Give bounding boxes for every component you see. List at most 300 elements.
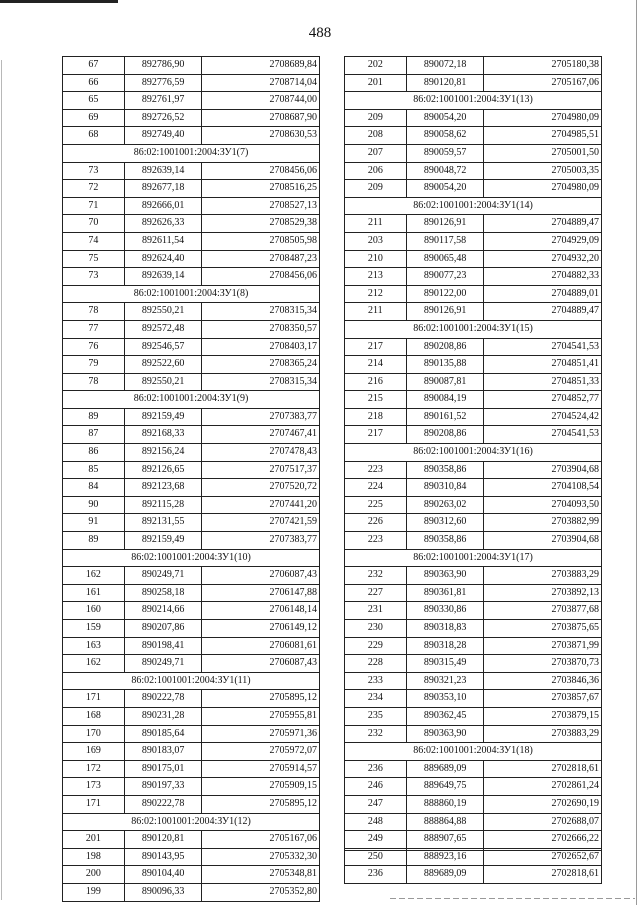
y-coordinate-cell: 2708689,84 bbox=[202, 57, 320, 75]
table-row bbox=[63, 514, 320, 532]
x-coordinate-cell: 890315,49 bbox=[406, 655, 484, 673]
y-coordinate-cell: 2707520,72 bbox=[202, 479, 320, 497]
table-row bbox=[63, 303, 320, 321]
point-number-cell: 226 bbox=[345, 514, 407, 532]
y-coordinate-cell: 2703904,68 bbox=[484, 532, 602, 550]
point-number-cell: 198 bbox=[63, 848, 125, 866]
x-coordinate-cell: 888923,16 bbox=[406, 848, 484, 866]
table-row bbox=[345, 303, 602, 321]
table-row bbox=[345, 127, 602, 145]
table-row bbox=[63, 795, 320, 813]
table-row bbox=[345, 109, 602, 127]
table-row bbox=[63, 180, 320, 198]
x-coordinate-cell: 890065,48 bbox=[406, 250, 484, 268]
y-coordinate-cell: 2708456,06 bbox=[202, 162, 320, 180]
x-coordinate-cell: 890363,90 bbox=[406, 567, 484, 585]
table-row bbox=[345, 162, 602, 180]
y-coordinate-cell: 2704889,47 bbox=[484, 303, 602, 321]
y-coordinate-cell: 2708456,06 bbox=[202, 268, 320, 286]
parcel-header: 86:02:1001001:2004:ЗУ1(10) bbox=[63, 549, 320, 567]
table-row bbox=[63, 373, 320, 391]
point-number-cell: 86 bbox=[63, 444, 125, 462]
table-row bbox=[63, 250, 320, 268]
x-coordinate-cell: 892624,40 bbox=[124, 250, 202, 268]
table-row bbox=[63, 408, 320, 426]
point-number-cell: 210 bbox=[345, 250, 407, 268]
parcel-header-row bbox=[345, 444, 602, 462]
table-row bbox=[63, 883, 320, 901]
x-coordinate-cell: 892550,21 bbox=[124, 303, 202, 321]
x-coordinate-cell: 890122,00 bbox=[406, 285, 484, 303]
x-coordinate-cell: 890263,02 bbox=[406, 496, 484, 514]
point-number-cell: 247 bbox=[345, 795, 407, 813]
point-number-cell: 85 bbox=[63, 461, 125, 479]
x-coordinate-cell: 892159,49 bbox=[124, 408, 202, 426]
y-coordinate-cell: 2704541,53 bbox=[484, 426, 602, 444]
y-coordinate-cell: 2703857,67 bbox=[484, 690, 602, 708]
x-coordinate-cell: 890361,81 bbox=[406, 584, 484, 602]
x-coordinate-cell: 888864,88 bbox=[406, 813, 484, 831]
x-coordinate-cell: 888860,19 bbox=[406, 795, 484, 813]
point-number-cell: 160 bbox=[63, 602, 125, 620]
point-number-cell: 78 bbox=[63, 373, 125, 391]
table-row bbox=[345, 391, 602, 409]
point-number-cell: 171 bbox=[63, 690, 125, 708]
table-row bbox=[345, 602, 602, 620]
y-coordinate-cell: 2702861,24 bbox=[484, 778, 602, 796]
y-coordinate-cell: 2706087,43 bbox=[202, 655, 320, 673]
y-coordinate-cell: 2704541,53 bbox=[484, 338, 602, 356]
y-coordinate-cell: 2704852,77 bbox=[484, 391, 602, 409]
x-coordinate-cell: 892123,68 bbox=[124, 479, 202, 497]
y-coordinate-cell: 2703846,36 bbox=[484, 672, 602, 690]
point-number-cell: 169 bbox=[63, 743, 125, 761]
y-coordinate-cell: 2705332,30 bbox=[202, 848, 320, 866]
point-number-cell: 76 bbox=[63, 338, 125, 356]
table-row bbox=[63, 620, 320, 638]
point-number-cell: 234 bbox=[345, 690, 407, 708]
y-coordinate-cell: 2703904,68 bbox=[484, 461, 602, 479]
table-row bbox=[345, 778, 602, 796]
table-row bbox=[345, 831, 602, 849]
table-row bbox=[345, 232, 602, 250]
y-coordinate-cell: 2703877,68 bbox=[484, 602, 602, 620]
y-coordinate-cell: 2702666,22 bbox=[484, 831, 602, 849]
table-row bbox=[63, 197, 320, 215]
x-coordinate-cell: 890058,62 bbox=[406, 127, 484, 145]
x-coordinate-cell: 892749,40 bbox=[124, 127, 202, 145]
point-number-cell: 84 bbox=[63, 479, 125, 497]
x-coordinate-cell: 890310,84 bbox=[406, 479, 484, 497]
table-row bbox=[345, 479, 602, 497]
x-coordinate-cell: 890358,86 bbox=[406, 532, 484, 550]
x-coordinate-cell: 890353,10 bbox=[406, 690, 484, 708]
point-number-cell: 212 bbox=[345, 285, 407, 303]
x-coordinate-cell: 890208,86 bbox=[406, 338, 484, 356]
point-number-cell: 209 bbox=[345, 180, 407, 198]
point-number-cell: 209 bbox=[345, 109, 407, 127]
point-number-cell: 163 bbox=[63, 637, 125, 655]
y-coordinate-cell: 2702688,07 bbox=[484, 813, 602, 831]
parcel-header: 86:02:1001001:2004:ЗУ1(15) bbox=[345, 320, 602, 338]
table-row bbox=[345, 268, 602, 286]
table-row bbox=[345, 637, 602, 655]
x-coordinate-cell: 890084,19 bbox=[406, 391, 484, 409]
parcel-header: 86:02:1001001:2004:ЗУ1(11) bbox=[63, 672, 320, 690]
table-row bbox=[63, 707, 320, 725]
point-number-cell: 215 bbox=[345, 391, 407, 409]
y-coordinate-cell: 2705003,35 bbox=[484, 162, 602, 180]
point-number-cell: 225 bbox=[345, 496, 407, 514]
table-row bbox=[63, 532, 320, 550]
point-number-cell: 228 bbox=[345, 655, 407, 673]
x-coordinate-cell: 890161,52 bbox=[406, 408, 484, 426]
y-coordinate-cell: 2704093,50 bbox=[484, 496, 602, 514]
table-row bbox=[63, 602, 320, 620]
x-coordinate-cell: 890208,86 bbox=[406, 426, 484, 444]
parcel-header: 86:02:1001001:2004:ЗУ1(18) bbox=[345, 743, 602, 761]
x-coordinate-cell: 892626,33 bbox=[124, 215, 202, 233]
x-coordinate-cell: 890059,57 bbox=[406, 144, 484, 162]
point-number-cell: 79 bbox=[63, 356, 125, 374]
x-coordinate-cell: 890135,88 bbox=[406, 356, 484, 374]
table-row bbox=[345, 338, 602, 356]
point-number-cell: 229 bbox=[345, 637, 407, 655]
y-coordinate-cell: 2708714,04 bbox=[202, 74, 320, 92]
parcel-header-row bbox=[63, 144, 320, 162]
point-number-cell: 91 bbox=[63, 514, 125, 532]
x-coordinate-cell: 888907,65 bbox=[406, 831, 484, 849]
y-coordinate-cell: 2705971,36 bbox=[202, 725, 320, 743]
x-coordinate-cell: 890126,91 bbox=[406, 215, 484, 233]
point-number-cell: 89 bbox=[63, 408, 125, 426]
point-number-cell: 173 bbox=[63, 778, 125, 796]
point-number-cell: 67 bbox=[63, 57, 125, 75]
y-coordinate-cell: 2703883,29 bbox=[484, 567, 602, 585]
x-coordinate-cell: 892546,57 bbox=[124, 338, 202, 356]
point-number-cell: 70 bbox=[63, 215, 125, 233]
table-row bbox=[63, 461, 320, 479]
table-row bbox=[345, 74, 602, 92]
x-coordinate-cell: 890318,83 bbox=[406, 620, 484, 638]
point-number-cell: 77 bbox=[63, 320, 125, 338]
scan-edge-left bbox=[1, 60, 2, 900]
parcel-header: 86:02:1001001:2004:ЗУ1(7) bbox=[63, 144, 320, 162]
parcel-header-row bbox=[345, 197, 602, 215]
table-row bbox=[345, 813, 602, 831]
x-coordinate-cell: 890312,60 bbox=[406, 514, 484, 532]
x-coordinate-cell: 890077,23 bbox=[406, 268, 484, 286]
x-coordinate-cell: 890143,95 bbox=[124, 848, 202, 866]
scan-edge-bottom bbox=[390, 898, 635, 899]
x-coordinate-cell: 890214,66 bbox=[124, 602, 202, 620]
table-row bbox=[63, 268, 320, 286]
point-number-cell: 69 bbox=[63, 109, 125, 127]
table-row bbox=[345, 514, 602, 532]
point-number-cell: 171 bbox=[63, 795, 125, 813]
parcel-header: 86:02:1001001:2004:ЗУ1(9) bbox=[63, 391, 320, 409]
y-coordinate-cell: 2708315,34 bbox=[202, 303, 320, 321]
table-row bbox=[63, 215, 320, 233]
x-coordinate-cell: 890258,18 bbox=[124, 584, 202, 602]
point-number-cell: 235 bbox=[345, 707, 407, 725]
y-coordinate-cell: 2704980,09 bbox=[484, 109, 602, 127]
parcel-header-row bbox=[63, 391, 320, 409]
y-coordinate-cell: 2705972,07 bbox=[202, 743, 320, 761]
point-number-cell: 213 bbox=[345, 268, 407, 286]
point-number-cell: 66 bbox=[63, 74, 125, 92]
point-number-cell: 168 bbox=[63, 707, 125, 725]
x-coordinate-cell: 892786,90 bbox=[124, 57, 202, 75]
table-row bbox=[63, 637, 320, 655]
point-number-cell: 201 bbox=[63, 831, 125, 849]
coordinates-table-left bbox=[62, 56, 320, 902]
x-coordinate-cell: 889689,09 bbox=[406, 866, 484, 884]
y-coordinate-cell: 2703879,15 bbox=[484, 707, 602, 725]
x-coordinate-cell: 892522,60 bbox=[124, 356, 202, 374]
x-coordinate-cell: 890117,58 bbox=[406, 232, 484, 250]
y-coordinate-cell: 2708527,13 bbox=[202, 197, 320, 215]
point-number-cell: 203 bbox=[345, 232, 407, 250]
point-number-cell: 161 bbox=[63, 584, 125, 602]
y-coordinate-cell: 2702818,61 bbox=[484, 866, 602, 884]
x-coordinate-cell: 892115,28 bbox=[124, 496, 202, 514]
point-number-cell: 246 bbox=[345, 778, 407, 796]
y-coordinate-cell: 2708687,90 bbox=[202, 109, 320, 127]
y-coordinate-cell: 2703882,99 bbox=[484, 514, 602, 532]
point-number-cell: 227 bbox=[345, 584, 407, 602]
table-end-rule bbox=[344, 850, 602, 851]
y-coordinate-cell: 2705352,80 bbox=[202, 883, 320, 901]
x-coordinate-cell: 890096,33 bbox=[124, 883, 202, 901]
parcel-header: 86:02:1001001:2004:ЗУ1(13) bbox=[345, 92, 602, 110]
y-coordinate-cell: 2703875,65 bbox=[484, 620, 602, 638]
y-coordinate-cell: 2702690,19 bbox=[484, 795, 602, 813]
x-coordinate-cell: 890362,45 bbox=[406, 707, 484, 725]
y-coordinate-cell: 2704851,41 bbox=[484, 356, 602, 374]
point-number-cell: 90 bbox=[63, 496, 125, 514]
x-coordinate-cell: 892572,48 bbox=[124, 320, 202, 338]
table-row bbox=[63, 848, 320, 866]
table-row bbox=[345, 567, 602, 585]
x-coordinate-cell: 890231,28 bbox=[124, 707, 202, 725]
x-coordinate-cell: 890185,64 bbox=[124, 725, 202, 743]
x-coordinate-cell: 892550,21 bbox=[124, 373, 202, 391]
point-number-cell: 72 bbox=[63, 180, 125, 198]
table-row bbox=[345, 356, 602, 374]
point-number-cell: 231 bbox=[345, 602, 407, 620]
table-row bbox=[345, 707, 602, 725]
y-coordinate-cell: 2705167,06 bbox=[484, 74, 602, 92]
x-coordinate-cell: 890120,81 bbox=[406, 74, 484, 92]
point-number-cell: 208 bbox=[345, 127, 407, 145]
table-row bbox=[63, 479, 320, 497]
point-number-cell: 162 bbox=[63, 655, 125, 673]
parcel-header-row bbox=[345, 320, 602, 338]
table-row bbox=[345, 408, 602, 426]
y-coordinate-cell: 2704985,51 bbox=[484, 127, 602, 145]
x-coordinate-cell: 890048,72 bbox=[406, 162, 484, 180]
y-coordinate-cell: 2708403,17 bbox=[202, 338, 320, 356]
y-coordinate-cell: 2704929,09 bbox=[484, 232, 602, 250]
table-row bbox=[63, 127, 320, 145]
point-number-cell: 224 bbox=[345, 479, 407, 497]
parcel-header-row bbox=[63, 549, 320, 567]
table-row bbox=[345, 655, 602, 673]
parcel-header-row bbox=[345, 549, 602, 567]
x-coordinate-cell: 892611,54 bbox=[124, 232, 202, 250]
x-coordinate-cell: 890120,81 bbox=[124, 831, 202, 849]
y-coordinate-cell: 2707383,77 bbox=[202, 532, 320, 550]
x-coordinate-cell: 890183,07 bbox=[124, 743, 202, 761]
parcel-header: 86:02:1001001:2004:ЗУ1(16) bbox=[345, 444, 602, 462]
table-row bbox=[63, 743, 320, 761]
y-coordinate-cell: 2705955,81 bbox=[202, 707, 320, 725]
table-row bbox=[345, 795, 602, 813]
x-coordinate-cell: 892131,55 bbox=[124, 514, 202, 532]
y-coordinate-cell: 2707383,77 bbox=[202, 408, 320, 426]
point-number-cell: 248 bbox=[345, 813, 407, 831]
y-coordinate-cell: 2706081,61 bbox=[202, 637, 320, 655]
y-coordinate-cell: 2704851,33 bbox=[484, 373, 602, 391]
point-number-cell: 78 bbox=[63, 303, 125, 321]
parcel-header: 86:02:1001001:2004:ЗУ1(12) bbox=[63, 813, 320, 831]
x-coordinate-cell: 892639,14 bbox=[124, 268, 202, 286]
x-coordinate-cell: 892761,97 bbox=[124, 92, 202, 110]
point-number-cell: 87 bbox=[63, 426, 125, 444]
y-coordinate-cell: 2708315,34 bbox=[202, 373, 320, 391]
point-number-cell: 89 bbox=[63, 532, 125, 550]
table-row bbox=[63, 584, 320, 602]
point-number-cell: 71 bbox=[63, 197, 125, 215]
x-coordinate-cell: 892677,18 bbox=[124, 180, 202, 198]
point-number-cell: 75 bbox=[63, 250, 125, 268]
y-coordinate-cell: 2708487,23 bbox=[202, 250, 320, 268]
table-row bbox=[345, 532, 602, 550]
y-coordinate-cell: 2707421,59 bbox=[202, 514, 320, 532]
x-coordinate-cell: 890318,28 bbox=[406, 637, 484, 655]
table-row bbox=[345, 215, 602, 233]
y-coordinate-cell: 2708630,53 bbox=[202, 127, 320, 145]
y-coordinate-cell: 2703870,73 bbox=[484, 655, 602, 673]
x-coordinate-cell: 892156,24 bbox=[124, 444, 202, 462]
table-row bbox=[63, 426, 320, 444]
point-number-cell: 230 bbox=[345, 620, 407, 638]
point-number-cell: 211 bbox=[345, 303, 407, 321]
table-row bbox=[63, 444, 320, 462]
point-number-cell: 214 bbox=[345, 356, 407, 374]
point-number-cell: 216 bbox=[345, 373, 407, 391]
point-number-cell: 236 bbox=[345, 866, 407, 884]
parcel-header: 86:02:1001001:2004:ЗУ1(8) bbox=[63, 285, 320, 303]
x-coordinate-cell: 892776,59 bbox=[124, 74, 202, 92]
parcel-header-row bbox=[63, 285, 320, 303]
x-coordinate-cell: 889649,75 bbox=[406, 778, 484, 796]
y-coordinate-cell: 2703871,99 bbox=[484, 637, 602, 655]
table-row bbox=[345, 426, 602, 444]
y-coordinate-cell: 2704889,47 bbox=[484, 215, 602, 233]
x-coordinate-cell: 889689,09 bbox=[406, 760, 484, 778]
y-coordinate-cell: 2704889,01 bbox=[484, 285, 602, 303]
table-row bbox=[345, 690, 602, 708]
x-coordinate-cell: 892639,14 bbox=[124, 162, 202, 180]
y-coordinate-cell: 2702818,61 bbox=[484, 760, 602, 778]
y-coordinate-cell: 2705167,06 bbox=[202, 831, 320, 849]
y-coordinate-cell: 2707478,43 bbox=[202, 444, 320, 462]
y-coordinate-cell: 2705909,15 bbox=[202, 778, 320, 796]
table-body-right bbox=[345, 57, 602, 884]
parcel-header-row bbox=[63, 813, 320, 831]
x-coordinate-cell: 890222,78 bbox=[124, 795, 202, 813]
y-coordinate-cell: 2708744,00 bbox=[202, 92, 320, 110]
x-coordinate-cell: 892126,65 bbox=[124, 461, 202, 479]
point-number-cell: 202 bbox=[345, 57, 407, 75]
table-row bbox=[63, 725, 320, 743]
point-number-cell: 200 bbox=[63, 866, 125, 884]
scan-edge-right bbox=[636, 0, 637, 905]
table-row bbox=[63, 109, 320, 127]
y-coordinate-cell: 2706147,88 bbox=[202, 584, 320, 602]
point-number-cell: 68 bbox=[63, 127, 125, 145]
table-row bbox=[63, 320, 320, 338]
y-coordinate-cell: 2706148,14 bbox=[202, 602, 320, 620]
table-row bbox=[63, 655, 320, 673]
table-row bbox=[345, 672, 602, 690]
table-row bbox=[63, 690, 320, 708]
y-coordinate-cell: 2707441,20 bbox=[202, 496, 320, 514]
x-coordinate-cell: 892159,49 bbox=[124, 532, 202, 550]
point-number-cell: 199 bbox=[63, 883, 125, 901]
x-coordinate-cell: 890087,81 bbox=[406, 373, 484, 391]
x-coordinate-cell: 892666,01 bbox=[124, 197, 202, 215]
y-coordinate-cell: 2704932,20 bbox=[484, 250, 602, 268]
y-coordinate-cell: 2707517,37 bbox=[202, 461, 320, 479]
x-coordinate-cell: 890321,23 bbox=[406, 672, 484, 690]
coordinates-table-right bbox=[344, 56, 602, 884]
table-row bbox=[63, 866, 320, 884]
table-row bbox=[345, 584, 602, 602]
point-number-cell: 211 bbox=[345, 215, 407, 233]
point-number-cell: 65 bbox=[63, 92, 125, 110]
point-number-cell: 73 bbox=[63, 268, 125, 286]
table-row bbox=[63, 567, 320, 585]
point-number-cell: 223 bbox=[345, 461, 407, 479]
y-coordinate-cell: 2707467,41 bbox=[202, 426, 320, 444]
y-coordinate-cell: 2705895,12 bbox=[202, 795, 320, 813]
point-number-cell: 217 bbox=[345, 338, 407, 356]
x-coordinate-cell: 890104,40 bbox=[124, 866, 202, 884]
table-row bbox=[63, 338, 320, 356]
y-coordinate-cell: 2708505,98 bbox=[202, 232, 320, 250]
point-number-cell: 74 bbox=[63, 232, 125, 250]
point-number-cell: 232 bbox=[345, 567, 407, 585]
x-coordinate-cell: 890198,41 bbox=[124, 637, 202, 655]
table-row bbox=[63, 356, 320, 374]
table-row bbox=[345, 285, 602, 303]
y-coordinate-cell: 2704108,54 bbox=[484, 479, 602, 497]
table-row bbox=[345, 180, 602, 198]
table-body-left bbox=[63, 57, 320, 902]
point-number-cell: 250 bbox=[345, 848, 407, 866]
table-row bbox=[63, 778, 320, 796]
table-row bbox=[63, 74, 320, 92]
y-coordinate-cell: 2705348,81 bbox=[202, 866, 320, 884]
x-coordinate-cell: 890330,86 bbox=[406, 602, 484, 620]
y-coordinate-cell: 2708365,24 bbox=[202, 356, 320, 374]
table-row bbox=[63, 232, 320, 250]
y-coordinate-cell: 2704882,33 bbox=[484, 268, 602, 286]
point-number-cell: 73 bbox=[63, 162, 125, 180]
